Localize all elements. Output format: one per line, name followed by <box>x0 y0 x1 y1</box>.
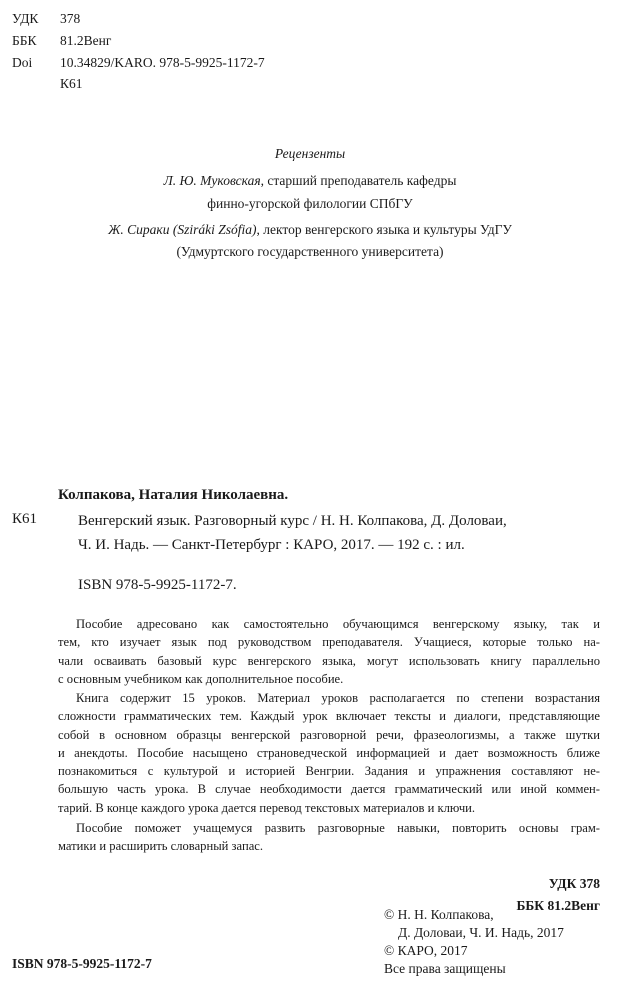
annotation-line: Книга содержит 15 уроков. Материал уроков располагается по степени возрастания <box>76 691 600 705</box>
udk-value: 378 <box>60 11 81 26</box>
bib-mark: К61 <box>12 511 38 527</box>
annotation-line: тарий. В конце каждого урока дается перевод текстовых материалов и ключи. <box>58 800 476 815</box>
reviewers-title: Рецензенты <box>274 146 346 161</box>
author-mark-line <box>12 73 83 94</box>
annotation-paragraph-2 <box>58 689 600 817</box>
reviewer-1-line-1 <box>0 170 620 192</box>
annotation-line: матики и расширить словарный запас. <box>58 839 264 854</box>
copyright-line-1: © Н. Н. Колпакова, <box>384 907 494 922</box>
annotation-line: собой в основном образцы венгерской разговорной речи, фразеологизмы, а также шутки <box>58 727 600 742</box>
annotation-line: большую часть урока. В случае необходимости дается грамматический или иной коммен- <box>58 782 600 797</box>
reviewer-1-position: , старший преподаватель кафедры <box>260 173 457 188</box>
bottom-bbk: ББК 81.2Венг <box>516 898 600 913</box>
annotation-line: Пособие поможет учащемуся развить разговорные навыки, повторить основы грам- <box>76 821 600 835</box>
annotation-line: тем, кто изучает язык под руководством преподавателя. Учащиеся, которые только на- <box>58 635 600 650</box>
annotation-line: познакомиться с культурой и историей Венгрии. Задания и упражнения составляют не- <box>58 764 600 779</box>
bbk-label: ББК <box>12 33 37 48</box>
bottom-isbn: ISBN 978-5-9925-1172-7 <box>12 956 152 971</box>
copyright-line-4: Все права защищены <box>384 961 506 976</box>
reviewer-2-position: , лектор венгерского языка и культуры УдГУ <box>256 222 512 237</box>
bib-isbn: ISBN 978-5-9925-1172-7. <box>78 577 237 593</box>
author-mark: К61 <box>60 76 83 91</box>
doi-label: Doi <box>12 55 33 70</box>
annotation-line: и анекдоты. Пособие насыщено страноведческой информацией и дает возможность ближе <box>58 745 600 760</box>
copyright-line-2: Д. Доловаи, Ч. И. Надь, 2017 <box>398 925 564 940</box>
reviewer-2-name: Ж. Сираки (Sziráki Zsófia) <box>108 222 257 237</box>
copyright-line-3: © КАРО, 2017 <box>384 943 468 958</box>
annotation-paragraph-1 <box>58 615 600 688</box>
bib-author: Колпакова, Наталия Николаевна. <box>58 487 289 503</box>
doi-line <box>12 52 265 73</box>
udk-line <box>12 8 80 29</box>
annotation-line: с основным учебником как дополнительное пособие. <box>58 671 344 686</box>
bib-line-1: Венгерский язык. Разговорный курс / Н. Н. Колпакова, Д. Доловаи, <box>78 513 507 529</box>
annotation-line: чали осваивать базовый курс венгерского языка, могут использовать книгу параллельно <box>58 653 600 668</box>
reviewer-2-line-2: (Удмуртского государственного университета) <box>176 244 444 259</box>
reviewer-1-line-2: финно-угорской филологии СПбГУ <box>207 196 413 211</box>
annotation-line: Пособие адресовано как самостоятельно обучающимся венгерскому языку, так и <box>76 617 600 631</box>
reviewer-2-line-1 <box>0 219 620 241</box>
bbk-line <box>12 30 111 51</box>
annotation-line: сложности грамматических тем. Каждый урок включает тексты и диалоги, представляющие <box>58 709 600 724</box>
doi-value: 10.34829/KARO. 978-5-9925-1172-7 <box>60 55 265 70</box>
udk-label: УДК <box>12 11 39 26</box>
reviewer-1-name: Л. Ю. Муковская <box>163 173 261 188</box>
bbk-value: 81.2Венг <box>60 33 112 48</box>
bib-line-2: Ч. И. Надь. — Санкт-Петербург : КАРО, 2017. — 192 с. : ил. <box>78 537 465 553</box>
annotation-paragraph-3 <box>58 819 600 856</box>
bottom-udk: УДК 378 <box>548 876 600 891</box>
